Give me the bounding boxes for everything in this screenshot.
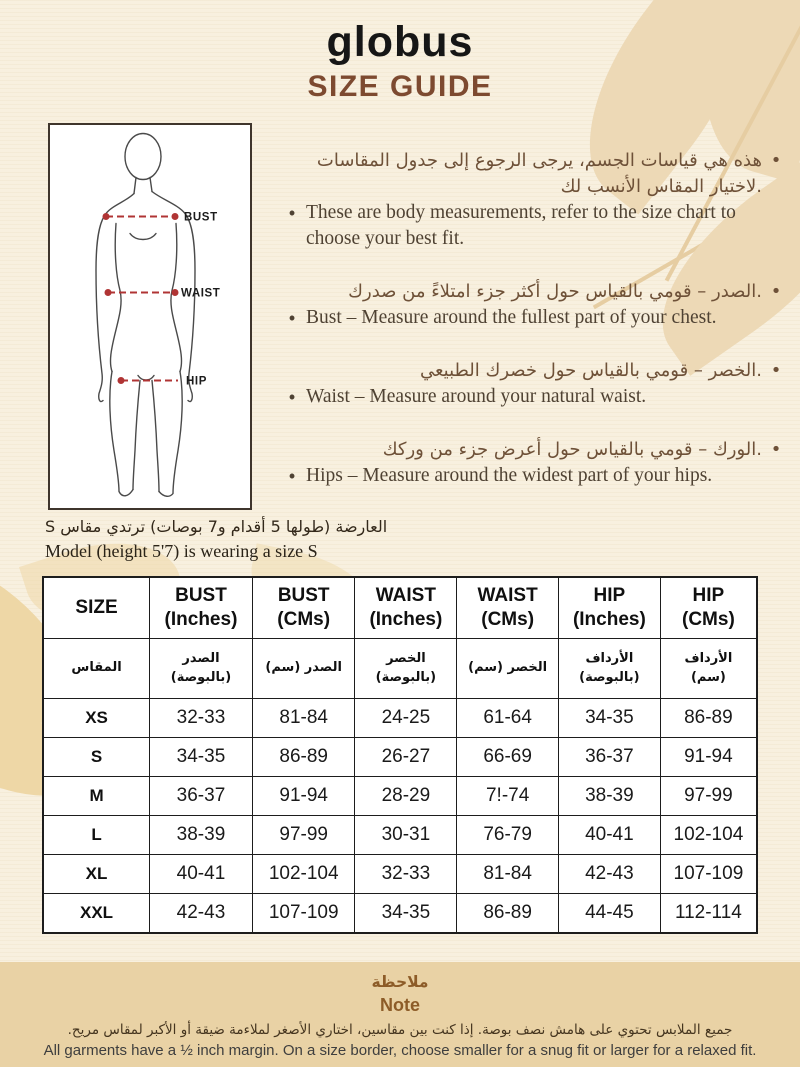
figure-outline [96, 134, 195, 497]
waist-label: WAIST [181, 287, 221, 300]
note-title-english: Note [380, 995, 420, 1015]
hip-measurement-line [118, 376, 207, 388]
column-header: HIP (CMs) [660, 577, 757, 639]
table-row [43, 699, 757, 738]
bullet-icon: • [770, 360, 782, 381]
table-cell: 42-43 [558, 855, 660, 894]
size-label: L [43, 816, 150, 855]
bullet-icon: • [288, 387, 296, 407]
table-cell: 86-89 [457, 894, 559, 934]
size-label: XL [43, 855, 150, 894]
table-cell: 97-99 [252, 816, 355, 855]
size-label: S [43, 738, 150, 777]
model-info-arabic: العارضة (طولها 5 أقدام و7 بوصات) ترتدي مقاس S [45, 517, 388, 536]
instruction-english: • These are body measurements, refer to the size chart to choose your best fit. [283, 200, 785, 252]
instruction-arabic: • هذه هي قياسات الجسم، يرجى الرجوع إلى جدول المقاسات .لاختيار المقاس الأنسب لك [283, 148, 785, 200]
model-info-english: Model (height 5'7) is wearing a size S [45, 541, 318, 561]
instruction-english: • Hips – Measure around the widest part of your hips. [283, 463, 785, 489]
table-cell: 38-39 [558, 777, 660, 816]
instruction-arabic: • .الخصر – قومي بالقياس حول خصرك الطبيعي [283, 358, 785, 384]
column-header: الصدر (سم) [252, 639, 355, 699]
waist-measurement-line [105, 288, 221, 300]
table-cell: 26-27 [355, 738, 457, 777]
table-cell: 42-43 [150, 894, 253, 934]
instruction-english: • Bust – Measure around the fullest part of your chest. [283, 305, 785, 331]
table-cell: 38-39 [150, 816, 253, 855]
column-header: HIP (Inches) [558, 577, 660, 639]
bust-measurement-line [103, 212, 218, 224]
size-label: XS [43, 699, 150, 738]
table-row [43, 855, 757, 894]
bullet-icon: • [288, 203, 296, 223]
table-cell: 102-104 [252, 855, 355, 894]
table-cell: 61-64 [457, 699, 559, 738]
table-row [43, 777, 757, 816]
size-label: M [43, 777, 150, 816]
table-cell: 28-29 [355, 777, 457, 816]
note-section [0, 962, 800, 1067]
column-header: المقاس [43, 639, 150, 699]
table-row [43, 894, 757, 934]
table-cell: 32-33 [355, 855, 457, 894]
table-cell: 81-84 [252, 699, 355, 738]
column-header: الخصر (بالبوصة) [355, 639, 457, 699]
bullet-icon: • [770, 150, 782, 171]
table-cell: 36-37 [150, 777, 253, 816]
table-row [43, 816, 757, 855]
column-header: الخصر (سم) [457, 639, 559, 699]
column-header: WAIST (CMs) [457, 577, 559, 639]
instruction-arabic: • .الصدر – قومي بالقياس حول أكثر جزء امتلاءً من صدرك [283, 279, 785, 305]
size-label: XXL [43, 894, 150, 934]
table-cell: 40-41 [558, 816, 660, 855]
column-header: SIZE [43, 577, 150, 639]
column-header: الصدر (بالبوصة) [150, 639, 253, 699]
instruction-general [283, 148, 785, 252]
bust-label: BUST [184, 211, 218, 224]
table-cell: 112-114 [660, 894, 757, 934]
table-cell: 107-109 [660, 855, 757, 894]
table-cell: 34-35 [355, 894, 457, 934]
bullet-icon: • [770, 439, 782, 460]
table-cell: 102-104 [660, 816, 757, 855]
table-cell: 36-37 [558, 738, 660, 777]
size-chart-table [42, 576, 758, 934]
note-body-arabic: جميع الملابس تحتوي على هامش نصف بوصة. إذا كنت بين مقاسين، اختاري الأصغر لملاءمة ضيقة أو الأكبر لمقاس مريح. [67, 1022, 733, 1038]
brand-logo: globus [326, 18, 474, 66]
table-cell: 30-31 [355, 816, 457, 855]
table-cell: 76-79 [457, 816, 559, 855]
table-cell: 81-84 [457, 855, 559, 894]
instructions-list [283, 148, 785, 516]
table-cell: 32-33 [150, 699, 253, 738]
table-cell: 91-94 [660, 738, 757, 777]
table-cell: 66-69 [457, 738, 559, 777]
body-measurement-diagram [48, 123, 252, 510]
bullet-icon: • [770, 281, 782, 302]
female-figure-illustration [50, 125, 250, 508]
column-header: WAIST (Inches) [355, 577, 457, 639]
column-header: BUST (Inches) [150, 577, 253, 639]
table-cell: 97-99 [660, 777, 757, 816]
table-cell: 91-94 [252, 777, 355, 816]
hip-label: HIP [186, 375, 207, 388]
table-cell: 24-25 [355, 699, 457, 738]
table-cell: 86-89 [660, 699, 757, 738]
instruction-english: • Waist – Measure around your natural waist. [283, 384, 785, 410]
table-cell: 34-35 [150, 738, 253, 777]
instruction-arabic: • .الورك – قومي بالقياس حول أعرض جزء من وركك [283, 437, 785, 463]
table-row [43, 738, 757, 777]
column-header: الأرداف (بالبوصة) [558, 639, 660, 699]
table-cell: 7!-74 [457, 777, 559, 816]
instruction-waist [283, 358, 785, 410]
table-cell: 107-109 [252, 894, 355, 934]
column-header: BUST (CMs) [252, 577, 355, 639]
bullet-icon: • [288, 308, 296, 328]
table-cell: 34-35 [558, 699, 660, 738]
instruction-hip [283, 437, 785, 489]
table-cell: 86-89 [252, 738, 355, 777]
table-cell: 40-41 [150, 855, 253, 894]
bullet-icon: • [288, 466, 296, 486]
table-cell: 44-45 [558, 894, 660, 934]
model-info [45, 515, 525, 564]
page-title: SIZE GUIDE [307, 70, 493, 103]
column-header: الأرداف (سم) [660, 639, 757, 699]
instruction-bust [283, 279, 785, 331]
note-body-english: All garments have a ½ inch margin. On a size border, choose smaller for a snug fit or larger for a relaxed fit. [43, 1042, 757, 1059]
table-header-english [43, 577, 757, 639]
note-title-arabic: ملاحظة [371, 973, 429, 991]
table-header-arabic [43, 639, 757, 699]
